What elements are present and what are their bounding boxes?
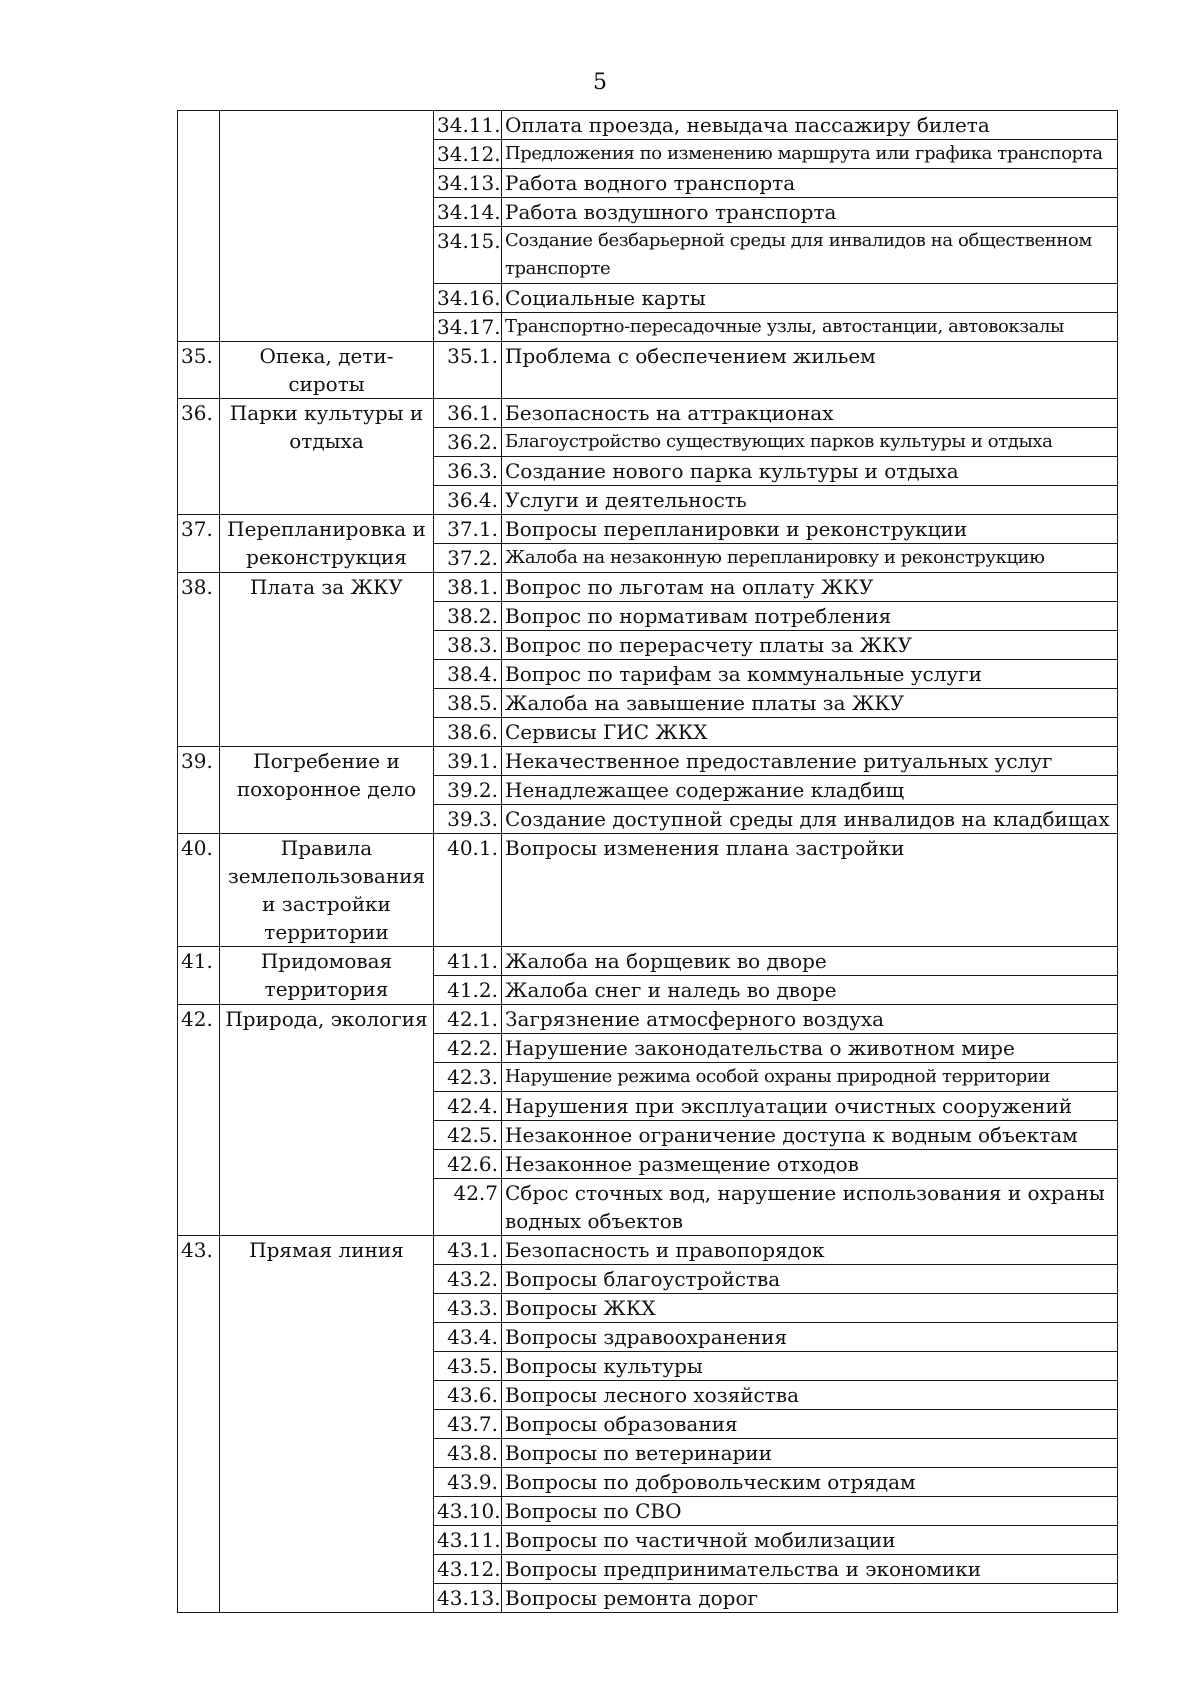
subsection-description: Вопросы лесного хозяйства — [502, 1381, 1118, 1410]
subsection-number: 34.14. — [434, 198, 502, 227]
subsection-description: Вопросы по частичной мобилизации — [502, 1526, 1118, 1555]
subsection-number: 34.15. — [434, 227, 502, 284]
subsection-number: 36.3. — [434, 457, 502, 486]
section-number: 35. — [178, 342, 220, 399]
subsection-number: 43.7. — [434, 1410, 502, 1439]
subsection-number: 36.1. — [434, 399, 502, 428]
subsection-description: Вопросы ремонта дорог — [502, 1584, 1118, 1613]
subsection-number: 38.6. — [434, 718, 502, 747]
subsection-description: Вопросы перепланировки и реконструкции — [502, 515, 1118, 544]
subsection-number: 43.5. — [434, 1352, 502, 1381]
subsection-number: 43.4. — [434, 1323, 502, 1352]
subsection-number: 43.3. — [434, 1294, 502, 1323]
section-category: Придомовая территория — [220, 947, 434, 1005]
subsection-number: 42.6. — [434, 1150, 502, 1179]
subsection-number: 39.3. — [434, 805, 502, 834]
subsection-number: 34.16. — [434, 284, 502, 313]
table-row — [178, 399, 1118, 428]
subsection-number: 36.4. — [434, 486, 502, 515]
section-category: Плата за ЖКУ — [220, 573, 434, 747]
table-row — [178, 342, 1118, 399]
subsection-description: Создание нового парка культуры и отдыха — [502, 457, 1118, 486]
subsection-number: 38.4. — [434, 660, 502, 689]
subsection-number: 34.12. — [434, 140, 502, 169]
subsection-description: Сервисы ГИС ЖКХ — [502, 718, 1118, 747]
subsection-description: Жалоба на борщевик во дворе — [502, 947, 1118, 976]
section-number: 37. — [178, 515, 220, 573]
subsection-number: 38.5. — [434, 689, 502, 718]
subsection-description: Проблема с обеспечением жильем — [502, 342, 1118, 399]
subsection-description: Вопрос по тарифам за коммунальные услуги — [502, 660, 1118, 689]
subsection-description: Предложения по изменению маршрута или графика транспорта — [502, 140, 1118, 169]
subsection-description: Вопросы ЖКХ — [502, 1294, 1118, 1323]
subsection-description: Незаконное ограничение доступа к водным объектам — [502, 1121, 1118, 1150]
table-row — [178, 1236, 1118, 1265]
subsection-number: 42.5. — [434, 1121, 502, 1150]
subsection-number: 40.1. — [434, 834, 502, 947]
subsection-number: 39.1. — [434, 747, 502, 776]
subsection-number: 38.2. — [434, 602, 502, 631]
subsection-description: Безопасность на аттракционах — [502, 399, 1118, 428]
subsection-description: Благоустройство существующих парков культуры и отдыха — [502, 428, 1118, 457]
subsection-number: 38.1. — [434, 573, 502, 602]
subsection-description: Социальные карты — [502, 284, 1118, 313]
subsection-number: 34.17. — [434, 313, 502, 342]
subsection-description: Вопросы культуры — [502, 1352, 1118, 1381]
table-row — [178, 1005, 1118, 1034]
subsection-number: 42.1. — [434, 1005, 502, 1034]
subsection-description: Вопросы предпринимательства и экономики — [502, 1555, 1118, 1584]
subsection-number: 37.2. — [434, 544, 502, 573]
section-number: 39. — [178, 747, 220, 834]
section-category: Парки культуры и отдыха — [220, 399, 434, 515]
subsection-description: Жалоба на незаконную перепланировку и реконструкцию — [502, 544, 1118, 573]
subsection-number: 42.2. — [434, 1034, 502, 1063]
subsection-description: Сброс сточных вод, нарушение использования и охраны водных объектов — [502, 1179, 1118, 1236]
subsection-description: Вопрос по перерасчету платы за ЖКУ — [502, 631, 1118, 660]
classifier-table — [177, 110, 1118, 1613]
section-category: Погребение и похоронное дело — [220, 747, 434, 834]
subsection-number: 43.8. — [434, 1439, 502, 1468]
subsection-number: 38.3. — [434, 631, 502, 660]
subsection-description: Загрязнение атмосферного воздуха — [502, 1005, 1118, 1034]
subsection-description: Оплата проезда, невыдача пассажиру билета — [502, 111, 1118, 140]
section-category: Перепланировка и реконструкция — [220, 515, 434, 573]
subsection-number: 41.1. — [434, 947, 502, 976]
subsection-number: 43.10. — [434, 1497, 502, 1526]
section-category: Прямая линия — [220, 1236, 434, 1613]
subsection-description: Ненадлежащее содержание кладбищ — [502, 776, 1118, 805]
subsection-number: 43.9. — [434, 1468, 502, 1497]
section-category — [220, 111, 434, 342]
subsection-number: 34.11. — [434, 111, 502, 140]
section-number: 42. — [178, 1005, 220, 1236]
section-category: Опека, дети-сироты — [220, 342, 434, 399]
table-row — [178, 111, 1118, 140]
section-category: Правила землепользования и застройки территории — [220, 834, 434, 947]
subsection-description: Вопрос по льготам на оплату ЖКУ — [502, 573, 1118, 602]
subsection-number: 36.2. — [434, 428, 502, 457]
table-row — [178, 515, 1118, 544]
section-number: 38. — [178, 573, 220, 747]
subsection-number: 43.11. — [434, 1526, 502, 1555]
subsection-number: 43.13. — [434, 1584, 502, 1613]
subsection-number: 43.2. — [434, 1265, 502, 1294]
subsection-number: 42.3. — [434, 1063, 502, 1092]
subsection-description: Нарушение законодательства о животном мире — [502, 1034, 1118, 1063]
subsection-description: Услуги и деятельность — [502, 486, 1118, 515]
section-number: 36. — [178, 399, 220, 515]
subsection-description: Работа водного транспорта — [502, 169, 1118, 198]
page-number: 5 — [593, 70, 607, 95]
table-row — [178, 573, 1118, 602]
subsection-description: Создание доступной среды для инвалидов на кладбищах — [502, 805, 1118, 834]
table-row — [178, 834, 1118, 947]
section-number — [178, 111, 220, 342]
subsection-number: 43.12. — [434, 1555, 502, 1584]
subsection-description: Некачественное предоставление ритуальных услуг — [502, 747, 1118, 776]
subsection-number: 37.1. — [434, 515, 502, 544]
subsection-description: Жалоба на завышение платы за ЖКУ — [502, 689, 1118, 718]
section-category: Природа, экология — [220, 1005, 434, 1236]
subsection-number: 35.1. — [434, 342, 502, 399]
table-row — [178, 947, 1118, 976]
subsection-number: 41.2. — [434, 976, 502, 1005]
subsection-description: Вопросы по добровольческим отрядам — [502, 1468, 1118, 1497]
subsection-description: Вопросы благоустройства — [502, 1265, 1118, 1294]
subsection-description: Вопросы по СВО — [502, 1497, 1118, 1526]
subsection-description: Безопасность и правопорядок — [502, 1236, 1118, 1265]
subsection-description: Работа воздушного транспорта — [502, 198, 1118, 227]
section-number: 43. — [178, 1236, 220, 1613]
subsection-description: Вопросы здравоохранения — [502, 1323, 1118, 1352]
subsection-number: 42.4. — [434, 1092, 502, 1121]
subsection-description: Нарушения при эксплуатации очистных сооружений — [502, 1092, 1118, 1121]
subsection-number: 34.13. — [434, 169, 502, 198]
subsection-description: Нарушение режима особой охраны природной территории — [502, 1063, 1118, 1092]
subsection-description: Вопросы изменения плана застройки — [502, 834, 1118, 947]
subsection-description: Жалоба снег и наледь во дворе — [502, 976, 1118, 1005]
subsection-description: Создание безбарьерной среды для инвалидов на общественном транспорте — [502, 227, 1118, 284]
subsection-description: Вопросы образования — [502, 1410, 1118, 1439]
subsection-description: Вопросы по ветеринарии — [502, 1439, 1118, 1468]
subsection-description: Незаконное размещение отходов — [502, 1150, 1118, 1179]
subsection-number: 43.1. — [434, 1236, 502, 1265]
subsection-description: Транспортно-пересадочные узлы, автостанции, автовокзалы — [502, 313, 1118, 342]
section-number: 40. — [178, 834, 220, 947]
subsection-number: 42.7 — [434, 1179, 502, 1236]
table-row — [178, 747, 1118, 776]
subsection-number: 43.6. — [434, 1381, 502, 1410]
section-number: 41. — [178, 947, 220, 1005]
subsection-number: 39.2. — [434, 776, 502, 805]
subsection-description: Вопрос по нормативам потребления — [502, 602, 1118, 631]
